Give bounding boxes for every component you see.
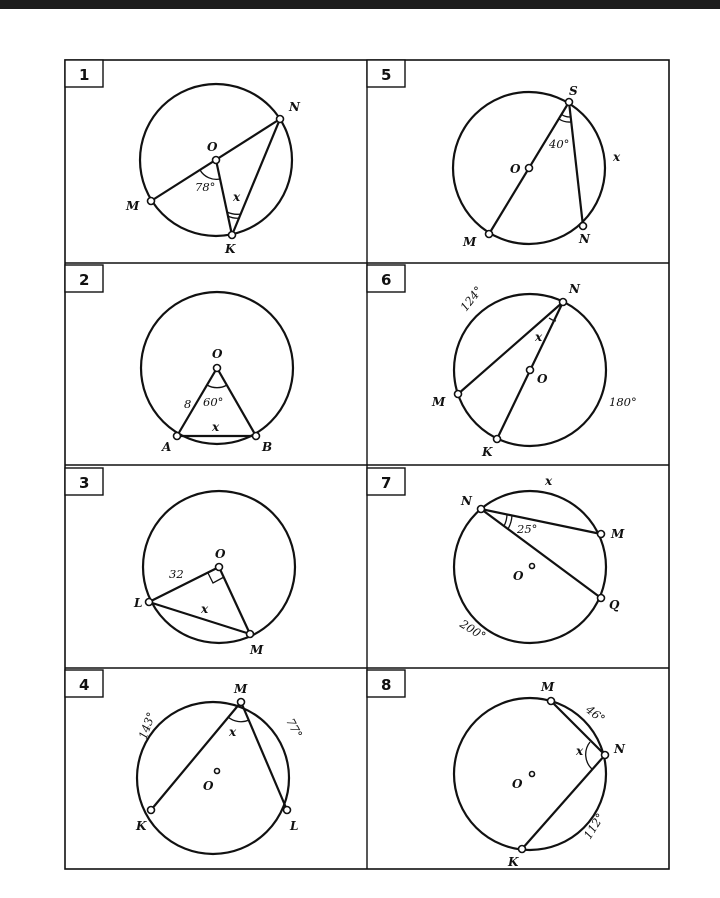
problem-number: 5: [381, 66, 392, 84]
label-m: M: [611, 527, 625, 541]
problem-number: 3: [79, 474, 90, 492]
label-o: O: [510, 162, 521, 176]
problem-number: 8: [381, 676, 392, 694]
label-m: M: [126, 199, 140, 213]
point-o: [526, 165, 533, 172]
label-n: N: [614, 742, 625, 756]
unknown-x: x: [229, 725, 237, 739]
radius-ol: [149, 567, 219, 602]
angle-label: 40°: [549, 137, 570, 151]
circle: [137, 702, 289, 854]
chord-lm: [149, 602, 250, 634]
arc-label-bottom: 112°: [580, 810, 608, 842]
label-k: K: [225, 242, 236, 256]
problem-2: [65, 265, 293, 454]
problem-number: 2: [79, 271, 90, 289]
point-l: [284, 807, 291, 814]
label-o: O: [212, 347, 223, 361]
point-m: [238, 699, 245, 706]
angle-label: 25°: [517, 522, 538, 536]
problem-number: 6: [381, 271, 392, 289]
label-l: L: [290, 819, 299, 833]
label-b: B: [262, 440, 273, 454]
point-b: [253, 433, 260, 440]
label-s: S: [569, 84, 578, 98]
point-k: [519, 846, 526, 853]
point-m: [486, 231, 493, 238]
problem-6: [367, 265, 637, 459]
unknown-x: x: [545, 474, 553, 488]
point-n: [580, 223, 587, 230]
angle-arc-mnq-2: [508, 515, 512, 529]
label-k: K: [482, 445, 493, 459]
unknown-x: x: [212, 420, 220, 434]
angle-arc-msn: [559, 119, 571, 122]
label-k: K: [136, 819, 147, 833]
chord-sn: [569, 102, 583, 226]
arc-label-bottom: 200°: [457, 616, 489, 644]
label-m: M: [234, 682, 248, 696]
unknown-x: x: [233, 190, 241, 204]
point-center: [215, 769, 220, 774]
unknown-x: x: [201, 602, 209, 616]
point-o: [214, 365, 221, 372]
label-a: A: [162, 440, 172, 454]
point-q: [598, 595, 605, 602]
point-o: [527, 367, 534, 374]
label-m: M: [250, 643, 264, 657]
arc-label-top: 46°: [583, 702, 608, 726]
point-m: [247, 631, 254, 638]
angle-arc-mnk: [586, 742, 592, 769]
point-k: [494, 436, 501, 443]
angle-arc-x-2: [228, 216, 240, 218]
angle-arc-msn-2: [561, 114, 570, 117]
problem-4: [65, 670, 305, 854]
angle-arc-x: [227, 212, 241, 214]
point-n: [560, 299, 567, 306]
point-n: [277, 116, 284, 123]
label-n: N: [569, 282, 580, 296]
point-o: [213, 157, 220, 164]
angle-arc-aob: [207, 385, 227, 388]
label-n: N: [579, 232, 590, 246]
angle-arc-mok: [200, 170, 220, 179]
label-m: M: [463, 235, 477, 249]
point-l: [146, 599, 153, 606]
label-o: O: [207, 140, 218, 154]
label-m: M: [541, 680, 555, 694]
chord-ml: [241, 702, 287, 810]
problem-number: 1: [79, 66, 90, 84]
arc-label-right: 77°: [283, 715, 306, 741]
side-label: 8: [184, 397, 192, 411]
side-label: 32: [169, 567, 184, 581]
arc-label-top: 124°: [457, 283, 486, 314]
label-k: K: [508, 855, 519, 869]
angle-label: 60°: [203, 395, 224, 409]
point-a: [174, 433, 181, 440]
point-o: [216, 564, 223, 571]
angle-label: 78°: [195, 180, 216, 194]
unknown-x: x: [535, 330, 543, 344]
problem-3: [65, 468, 295, 657]
point-n: [602, 752, 609, 759]
label-n: N: [461, 494, 472, 508]
label-o: O: [203, 779, 214, 793]
arc-label-left: 143°: [135, 710, 159, 742]
label-o: O: [215, 547, 226, 561]
problem-number: 7: [381, 474, 392, 492]
point-center: [530, 772, 535, 777]
label-o: O: [512, 777, 523, 791]
point-center: [530, 564, 535, 569]
label-n: N: [289, 100, 300, 114]
unknown-x: x: [576, 744, 584, 758]
problem-1: [65, 60, 301, 256]
angle-arc-kml: [228, 717, 249, 722]
point-s: [566, 99, 573, 106]
point-m: [598, 531, 605, 538]
problem-8: [367, 670, 626, 869]
point-m: [548, 698, 555, 705]
label-o: O: [513, 569, 524, 583]
label-m: M: [432, 395, 446, 409]
point-k: [229, 232, 236, 239]
point-n: [478, 506, 485, 513]
angle-arc-mnq: [504, 514, 507, 526]
problem-5: [367, 60, 621, 249]
problem-number: 4: [79, 676, 90, 694]
label-q: Q: [609, 598, 620, 612]
unknown-x: x: [613, 150, 621, 164]
label-l: L: [134, 596, 143, 610]
point-k: [148, 807, 155, 814]
problem-7: [367, 468, 625, 643]
point-m: [455, 391, 462, 398]
label-o: O: [537, 372, 548, 386]
arc-label-right: 180°: [609, 395, 637, 409]
radius-ok: [216, 160, 232, 235]
point-m: [148, 198, 155, 205]
